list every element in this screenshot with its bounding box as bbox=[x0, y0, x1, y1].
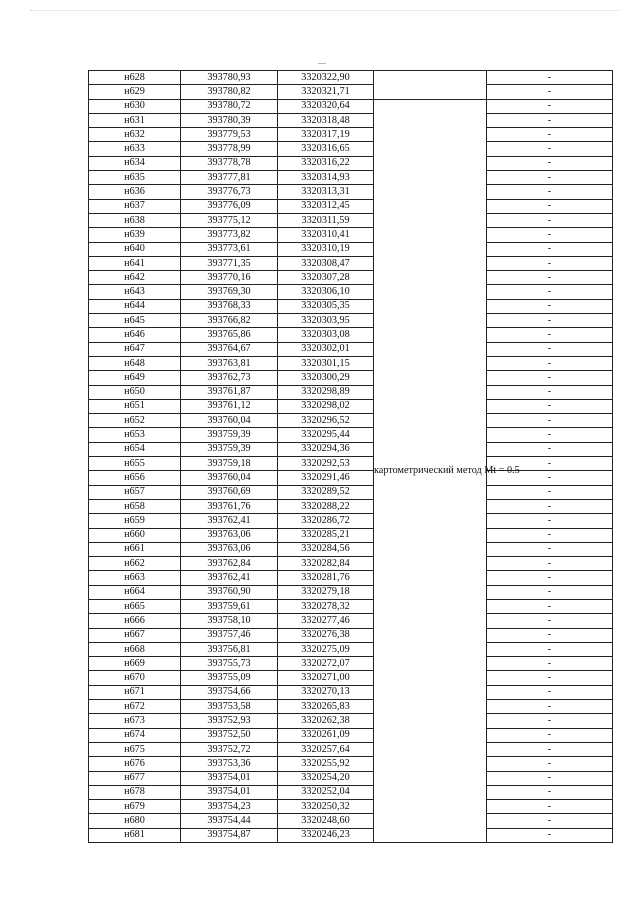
note-cell: - bbox=[487, 599, 613, 613]
x-coordinate-cell: 393753,58 bbox=[181, 700, 278, 714]
table-row bbox=[89, 185, 613, 199]
x-coordinate-cell: 393762,84 bbox=[181, 557, 278, 571]
x-coordinate-cell: 393752,50 bbox=[181, 728, 278, 742]
point-name-cell: н664 bbox=[89, 585, 181, 599]
y-coordinate-cell: 3320317,19 bbox=[278, 128, 374, 142]
note-cell: - bbox=[487, 428, 613, 442]
note-cell: - bbox=[487, 742, 613, 756]
point-name-cell: н674 bbox=[89, 728, 181, 742]
point-name-cell: н670 bbox=[89, 671, 181, 685]
x-coordinate-cell: 393778,78 bbox=[181, 156, 278, 170]
table-row bbox=[89, 700, 613, 714]
table-row bbox=[89, 271, 613, 285]
note-cell: - bbox=[487, 671, 613, 685]
table-row bbox=[89, 814, 613, 828]
point-name-cell: н628 bbox=[89, 71, 181, 85]
table-row bbox=[89, 757, 613, 771]
y-coordinate-cell: 3320302,01 bbox=[278, 342, 374, 356]
note-cell: - bbox=[487, 285, 613, 299]
note-cell: - bbox=[487, 414, 613, 428]
note-cell: - bbox=[487, 785, 613, 799]
note-cell: - bbox=[487, 228, 613, 242]
x-coordinate-cell: 393769,30 bbox=[181, 285, 278, 299]
table-row bbox=[89, 328, 613, 342]
y-coordinate-cell: 3320305,35 bbox=[278, 299, 374, 313]
note-cell: - bbox=[487, 399, 613, 413]
point-name-cell: н677 bbox=[89, 771, 181, 785]
point-name-cell: н641 bbox=[89, 256, 181, 270]
y-coordinate-cell: 3320250,32 bbox=[278, 800, 374, 814]
point-name-cell: н657 bbox=[89, 485, 181, 499]
x-coordinate-cell: 393761,76 bbox=[181, 499, 278, 513]
point-name-cell: н652 bbox=[89, 414, 181, 428]
x-coordinate-cell: 393754,23 bbox=[181, 800, 278, 814]
table-row bbox=[89, 642, 613, 656]
x-coordinate-cell: 393768,33 bbox=[181, 299, 278, 313]
x-coordinate-cell: 393752,72 bbox=[181, 742, 278, 756]
coordinates-table bbox=[88, 70, 613, 843]
point-name-cell: н649 bbox=[89, 371, 181, 385]
table-row bbox=[89, 414, 613, 428]
x-coordinate-cell: 393762,73 bbox=[181, 371, 278, 385]
note-cell: - bbox=[487, 314, 613, 328]
table-row bbox=[89, 428, 613, 442]
y-coordinate-cell: 3320288,22 bbox=[278, 499, 374, 513]
note-cell: - bbox=[487, 714, 613, 728]
point-name-cell: н669 bbox=[89, 657, 181, 671]
note-cell: - bbox=[487, 142, 613, 156]
note-cell: - bbox=[487, 128, 613, 142]
table-row bbox=[89, 628, 613, 642]
x-coordinate-cell: 393763,06 bbox=[181, 528, 278, 542]
point-name-cell: н643 bbox=[89, 285, 181, 299]
point-name-cell: н634 bbox=[89, 156, 181, 170]
point-name-cell: н656 bbox=[89, 471, 181, 485]
table-row bbox=[89, 514, 613, 528]
table-row bbox=[89, 742, 613, 756]
point-name-cell: н654 bbox=[89, 442, 181, 456]
note-cell: - bbox=[487, 728, 613, 742]
x-coordinate-cell: 393780,72 bbox=[181, 99, 278, 113]
table-row bbox=[89, 528, 613, 542]
y-coordinate-cell: 3320284,56 bbox=[278, 542, 374, 556]
y-coordinate-cell: 3320248,60 bbox=[278, 814, 374, 828]
note-cell: - bbox=[487, 757, 613, 771]
x-coordinate-cell: 393776,73 bbox=[181, 185, 278, 199]
x-coordinate-cell: 393776,09 bbox=[181, 199, 278, 213]
y-coordinate-cell: 3320281,76 bbox=[278, 571, 374, 585]
scan-artifact-top bbox=[30, 10, 620, 13]
x-coordinate-cell: 393780,93 bbox=[181, 71, 278, 85]
x-coordinate-cell: 393780,82 bbox=[181, 85, 278, 99]
table-row bbox=[89, 542, 613, 556]
x-coordinate-cell: 393764,67 bbox=[181, 342, 278, 356]
y-coordinate-cell: 3320289,52 bbox=[278, 485, 374, 499]
table-row bbox=[89, 85, 613, 99]
y-coordinate-cell: 3320318,48 bbox=[278, 113, 374, 127]
y-coordinate-cell: 3320276,38 bbox=[278, 628, 374, 642]
y-coordinate-cell: 3320314,93 bbox=[278, 171, 374, 185]
table-row bbox=[89, 557, 613, 571]
x-coordinate-cell: 393754,44 bbox=[181, 814, 278, 828]
table-row bbox=[89, 657, 613, 671]
table-row bbox=[89, 728, 613, 742]
table-row bbox=[89, 800, 613, 814]
table-row bbox=[89, 485, 613, 499]
table-row bbox=[89, 685, 613, 699]
x-coordinate-cell: 393766,82 bbox=[181, 314, 278, 328]
point-name-cell: н665 bbox=[89, 599, 181, 613]
x-coordinate-cell: 393754,01 bbox=[181, 771, 278, 785]
point-name-cell: н646 bbox=[89, 328, 181, 342]
y-coordinate-cell: 3320306,10 bbox=[278, 285, 374, 299]
note-cell: - bbox=[487, 242, 613, 256]
y-coordinate-cell: 3320296,52 bbox=[278, 414, 374, 428]
table-row bbox=[89, 342, 613, 356]
y-coordinate-cell: 3320292,53 bbox=[278, 457, 374, 471]
point-name-cell: н663 bbox=[89, 571, 181, 585]
note-cell: - bbox=[487, 614, 613, 628]
point-name-cell: н647 bbox=[89, 342, 181, 356]
note-cell: - bbox=[487, 557, 613, 571]
table-row bbox=[89, 499, 613, 513]
point-name-cell: н648 bbox=[89, 356, 181, 370]
note-cell: - bbox=[487, 156, 613, 170]
method-cell-empty bbox=[374, 71, 487, 100]
x-coordinate-cell: 393763,81 bbox=[181, 356, 278, 370]
note-cell: - bbox=[487, 371, 613, 385]
x-coordinate-cell: 393779,53 bbox=[181, 128, 278, 142]
note-cell: - bbox=[487, 528, 613, 542]
x-coordinate-cell: 393770,16 bbox=[181, 271, 278, 285]
note-cell: - bbox=[487, 542, 613, 556]
note-cell: - bbox=[487, 814, 613, 828]
table-row bbox=[89, 171, 613, 185]
point-name-cell: н672 bbox=[89, 700, 181, 714]
y-coordinate-cell: 3320277,46 bbox=[278, 614, 374, 628]
x-coordinate-cell: 393760,69 bbox=[181, 485, 278, 499]
x-coordinate-cell: 393755,09 bbox=[181, 671, 278, 685]
point-name-cell: н659 bbox=[89, 514, 181, 528]
y-coordinate-cell: 3320291,46 bbox=[278, 471, 374, 485]
note-cell: - bbox=[487, 700, 613, 714]
y-coordinate-cell: 3320313,31 bbox=[278, 185, 374, 199]
y-coordinate-cell: 3320278,32 bbox=[278, 599, 374, 613]
y-coordinate-cell: 3320303,08 bbox=[278, 328, 374, 342]
note-cell: - bbox=[487, 113, 613, 127]
point-name-cell: н640 bbox=[89, 242, 181, 256]
y-coordinate-cell: 3320275,09 bbox=[278, 642, 374, 656]
note-cell: - bbox=[487, 771, 613, 785]
x-coordinate-cell: 393761,87 bbox=[181, 385, 278, 399]
x-coordinate-cell: 393777,81 bbox=[181, 171, 278, 185]
x-coordinate-cell: 393761,12 bbox=[181, 399, 278, 413]
y-coordinate-cell: 3320298,02 bbox=[278, 399, 374, 413]
table-row bbox=[89, 614, 613, 628]
y-coordinate-cell: 3320320,64 bbox=[278, 99, 374, 113]
x-coordinate-cell: 393760,90 bbox=[181, 585, 278, 599]
point-name-cell: н678 bbox=[89, 785, 181, 799]
table-row bbox=[89, 71, 613, 85]
point-name-cell: н636 bbox=[89, 185, 181, 199]
point-name-cell: н673 bbox=[89, 714, 181, 728]
x-coordinate-cell: 393760,04 bbox=[181, 414, 278, 428]
point-name-cell: н675 bbox=[89, 742, 181, 756]
x-coordinate-cell: 393759,39 bbox=[181, 428, 278, 442]
x-coordinate-cell: 393771,35 bbox=[181, 256, 278, 270]
table-row bbox=[89, 299, 613, 313]
table-row bbox=[89, 585, 613, 599]
x-coordinate-cell: 393773,61 bbox=[181, 242, 278, 256]
y-coordinate-cell: 3320312,45 bbox=[278, 199, 374, 213]
y-coordinate-cell: 3320295,44 bbox=[278, 428, 374, 442]
table-row bbox=[89, 471, 613, 485]
note-cell: - bbox=[487, 185, 613, 199]
x-coordinate-cell: 393775,12 bbox=[181, 213, 278, 227]
y-coordinate-cell: 3320279,18 bbox=[278, 585, 374, 599]
note-cell: - bbox=[487, 585, 613, 599]
x-coordinate-cell: 393755,73 bbox=[181, 657, 278, 671]
point-name-cell: н667 bbox=[89, 628, 181, 642]
point-name-cell: н630 bbox=[89, 99, 181, 113]
point-name-cell: н631 bbox=[89, 113, 181, 127]
x-coordinate-cell: 393758,10 bbox=[181, 614, 278, 628]
x-coordinate-cell: 393759,18 bbox=[181, 457, 278, 471]
point-name-cell: н658 bbox=[89, 499, 181, 513]
point-name-cell: н679 bbox=[89, 800, 181, 814]
table-row bbox=[89, 442, 613, 456]
y-coordinate-cell: 3320310,19 bbox=[278, 242, 374, 256]
y-coordinate-cell: 3320282,84 bbox=[278, 557, 374, 571]
x-coordinate-cell: 393778,99 bbox=[181, 142, 278, 156]
x-coordinate-cell: 393752,93 bbox=[181, 714, 278, 728]
y-coordinate-cell: 3320301,15 bbox=[278, 356, 374, 370]
y-coordinate-cell: 3320294,36 bbox=[278, 442, 374, 456]
point-name-cell: н662 bbox=[89, 557, 181, 571]
y-coordinate-cell: 3320255,92 bbox=[278, 757, 374, 771]
table-row bbox=[89, 671, 613, 685]
table-row bbox=[89, 385, 613, 399]
point-name-cell: н681 bbox=[89, 828, 181, 842]
table-row bbox=[89, 113, 613, 127]
note-cell: - bbox=[487, 385, 613, 399]
y-coordinate-cell: 3320257,64 bbox=[278, 742, 374, 756]
note-cell: - bbox=[487, 171, 613, 185]
table-row bbox=[89, 785, 613, 799]
table-row bbox=[89, 99, 613, 113]
x-coordinate-cell: 393754,87 bbox=[181, 828, 278, 842]
table-row bbox=[89, 771, 613, 785]
note-cell: - bbox=[487, 85, 613, 99]
y-coordinate-cell: 3320262,38 bbox=[278, 714, 374, 728]
x-coordinate-cell: 393773,82 bbox=[181, 228, 278, 242]
x-coordinate-cell: 393780,39 bbox=[181, 113, 278, 127]
table-row bbox=[89, 714, 613, 728]
x-coordinate-cell: 393754,01 bbox=[181, 785, 278, 799]
note-cell: - bbox=[487, 71, 613, 85]
y-coordinate-cell: 3320303,95 bbox=[278, 314, 374, 328]
note-cell: - bbox=[487, 642, 613, 656]
table-row bbox=[89, 571, 613, 585]
note-cell: - bbox=[487, 442, 613, 456]
x-coordinate-cell: 393759,39 bbox=[181, 442, 278, 456]
y-coordinate-cell: 3320321,71 bbox=[278, 85, 374, 99]
point-name-cell: н632 bbox=[89, 128, 181, 142]
point-name-cell: н666 bbox=[89, 614, 181, 628]
y-coordinate-cell: 3320285,21 bbox=[278, 528, 374, 542]
y-coordinate-cell: 3320254,20 bbox=[278, 771, 374, 785]
point-name-cell: н629 bbox=[89, 85, 181, 99]
note-cell: - bbox=[487, 471, 613, 485]
y-coordinate-cell: 3320265,83 bbox=[278, 700, 374, 714]
point-name-cell: н645 bbox=[89, 314, 181, 328]
note-cell: - bbox=[487, 685, 613, 699]
table-row bbox=[89, 199, 613, 213]
coordinates-table-body bbox=[89, 71, 613, 843]
note-cell: - bbox=[487, 342, 613, 356]
note-cell: - bbox=[487, 657, 613, 671]
y-coordinate-cell: 3320286,72 bbox=[278, 514, 374, 528]
table-row bbox=[89, 356, 613, 370]
point-name-cell: н661 bbox=[89, 542, 181, 556]
x-coordinate-cell: 393762,41 bbox=[181, 571, 278, 585]
table-row bbox=[89, 228, 613, 242]
scan-artifact-mark bbox=[318, 63, 326, 64]
point-name-cell: н671 bbox=[89, 685, 181, 699]
point-name-cell: н650 bbox=[89, 385, 181, 399]
y-coordinate-cell: 3320311,59 bbox=[278, 213, 374, 227]
note-cell: - bbox=[487, 571, 613, 585]
note-cell: - bbox=[487, 299, 613, 313]
note-cell: - bbox=[487, 271, 613, 285]
x-coordinate-cell: 393760,04 bbox=[181, 471, 278, 485]
table-row bbox=[89, 371, 613, 385]
note-cell: - bbox=[487, 628, 613, 642]
point-name-cell: н655 bbox=[89, 457, 181, 471]
y-coordinate-cell: 3320310,41 bbox=[278, 228, 374, 242]
y-coordinate-cell: 3320307,28 bbox=[278, 271, 374, 285]
table-row bbox=[89, 828, 613, 842]
point-name-cell: н639 bbox=[89, 228, 181, 242]
note-cell: - bbox=[487, 499, 613, 513]
point-name-cell: н676 bbox=[89, 757, 181, 771]
y-coordinate-cell: 3320252,04 bbox=[278, 785, 374, 799]
table-row bbox=[89, 285, 613, 299]
y-coordinate-cell: 3320308,47 bbox=[278, 256, 374, 270]
note-cell: - bbox=[487, 514, 613, 528]
note-cell: - bbox=[487, 356, 613, 370]
table-row bbox=[89, 156, 613, 170]
table-row bbox=[89, 242, 613, 256]
note-cell: - bbox=[487, 256, 613, 270]
point-name-cell: н660 bbox=[89, 528, 181, 542]
note-cell: - bbox=[487, 800, 613, 814]
y-coordinate-cell: 3320300,29 bbox=[278, 371, 374, 385]
note-cell: - bbox=[487, 828, 613, 842]
y-coordinate-cell: 3320316,65 bbox=[278, 142, 374, 156]
table-row bbox=[89, 457, 613, 471]
point-name-cell: н635 bbox=[89, 171, 181, 185]
point-name-cell: н668 bbox=[89, 642, 181, 656]
table-row bbox=[89, 599, 613, 613]
y-coordinate-cell: 3320261,09 bbox=[278, 728, 374, 742]
method-cell: картометрический метод Mt = 0.5 bbox=[374, 99, 487, 842]
table-row bbox=[89, 256, 613, 270]
point-name-cell: н644 bbox=[89, 299, 181, 313]
note-cell: - bbox=[487, 485, 613, 499]
table-row bbox=[89, 142, 613, 156]
y-coordinate-cell: 3320246,23 bbox=[278, 828, 374, 842]
x-coordinate-cell: 393754,66 bbox=[181, 685, 278, 699]
table-row bbox=[89, 314, 613, 328]
note-cell: - bbox=[487, 328, 613, 342]
table-row bbox=[89, 213, 613, 227]
y-coordinate-cell: 3320298,89 bbox=[278, 385, 374, 399]
note-cell: - bbox=[487, 457, 613, 471]
point-name-cell: н680 bbox=[89, 814, 181, 828]
y-coordinate-cell: 3320272,07 bbox=[278, 657, 374, 671]
point-name-cell: н642 bbox=[89, 271, 181, 285]
point-name-cell: н651 bbox=[89, 399, 181, 413]
x-coordinate-cell: 393753,36 bbox=[181, 757, 278, 771]
point-name-cell: н637 bbox=[89, 199, 181, 213]
table-row bbox=[89, 399, 613, 413]
note-cell: - bbox=[487, 199, 613, 213]
x-coordinate-cell: 393757,46 bbox=[181, 628, 278, 642]
x-coordinate-cell: 393759,61 bbox=[181, 599, 278, 613]
x-coordinate-cell: 393763,06 bbox=[181, 542, 278, 556]
y-coordinate-cell: 3320322,90 bbox=[278, 71, 374, 85]
table-row bbox=[89, 128, 613, 142]
point-name-cell: н653 bbox=[89, 428, 181, 442]
y-coordinate-cell: 3320270,13 bbox=[278, 685, 374, 699]
point-name-cell: н633 bbox=[89, 142, 181, 156]
x-coordinate-cell: 393756,81 bbox=[181, 642, 278, 656]
y-coordinate-cell: 3320271,00 bbox=[278, 671, 374, 685]
note-cell: - bbox=[487, 99, 613, 113]
point-name-cell: н638 bbox=[89, 213, 181, 227]
x-coordinate-cell: 393765,86 bbox=[181, 328, 278, 342]
note-cell: - bbox=[487, 213, 613, 227]
y-coordinate-cell: 3320316,22 bbox=[278, 156, 374, 170]
x-coordinate-cell: 393762,41 bbox=[181, 514, 278, 528]
